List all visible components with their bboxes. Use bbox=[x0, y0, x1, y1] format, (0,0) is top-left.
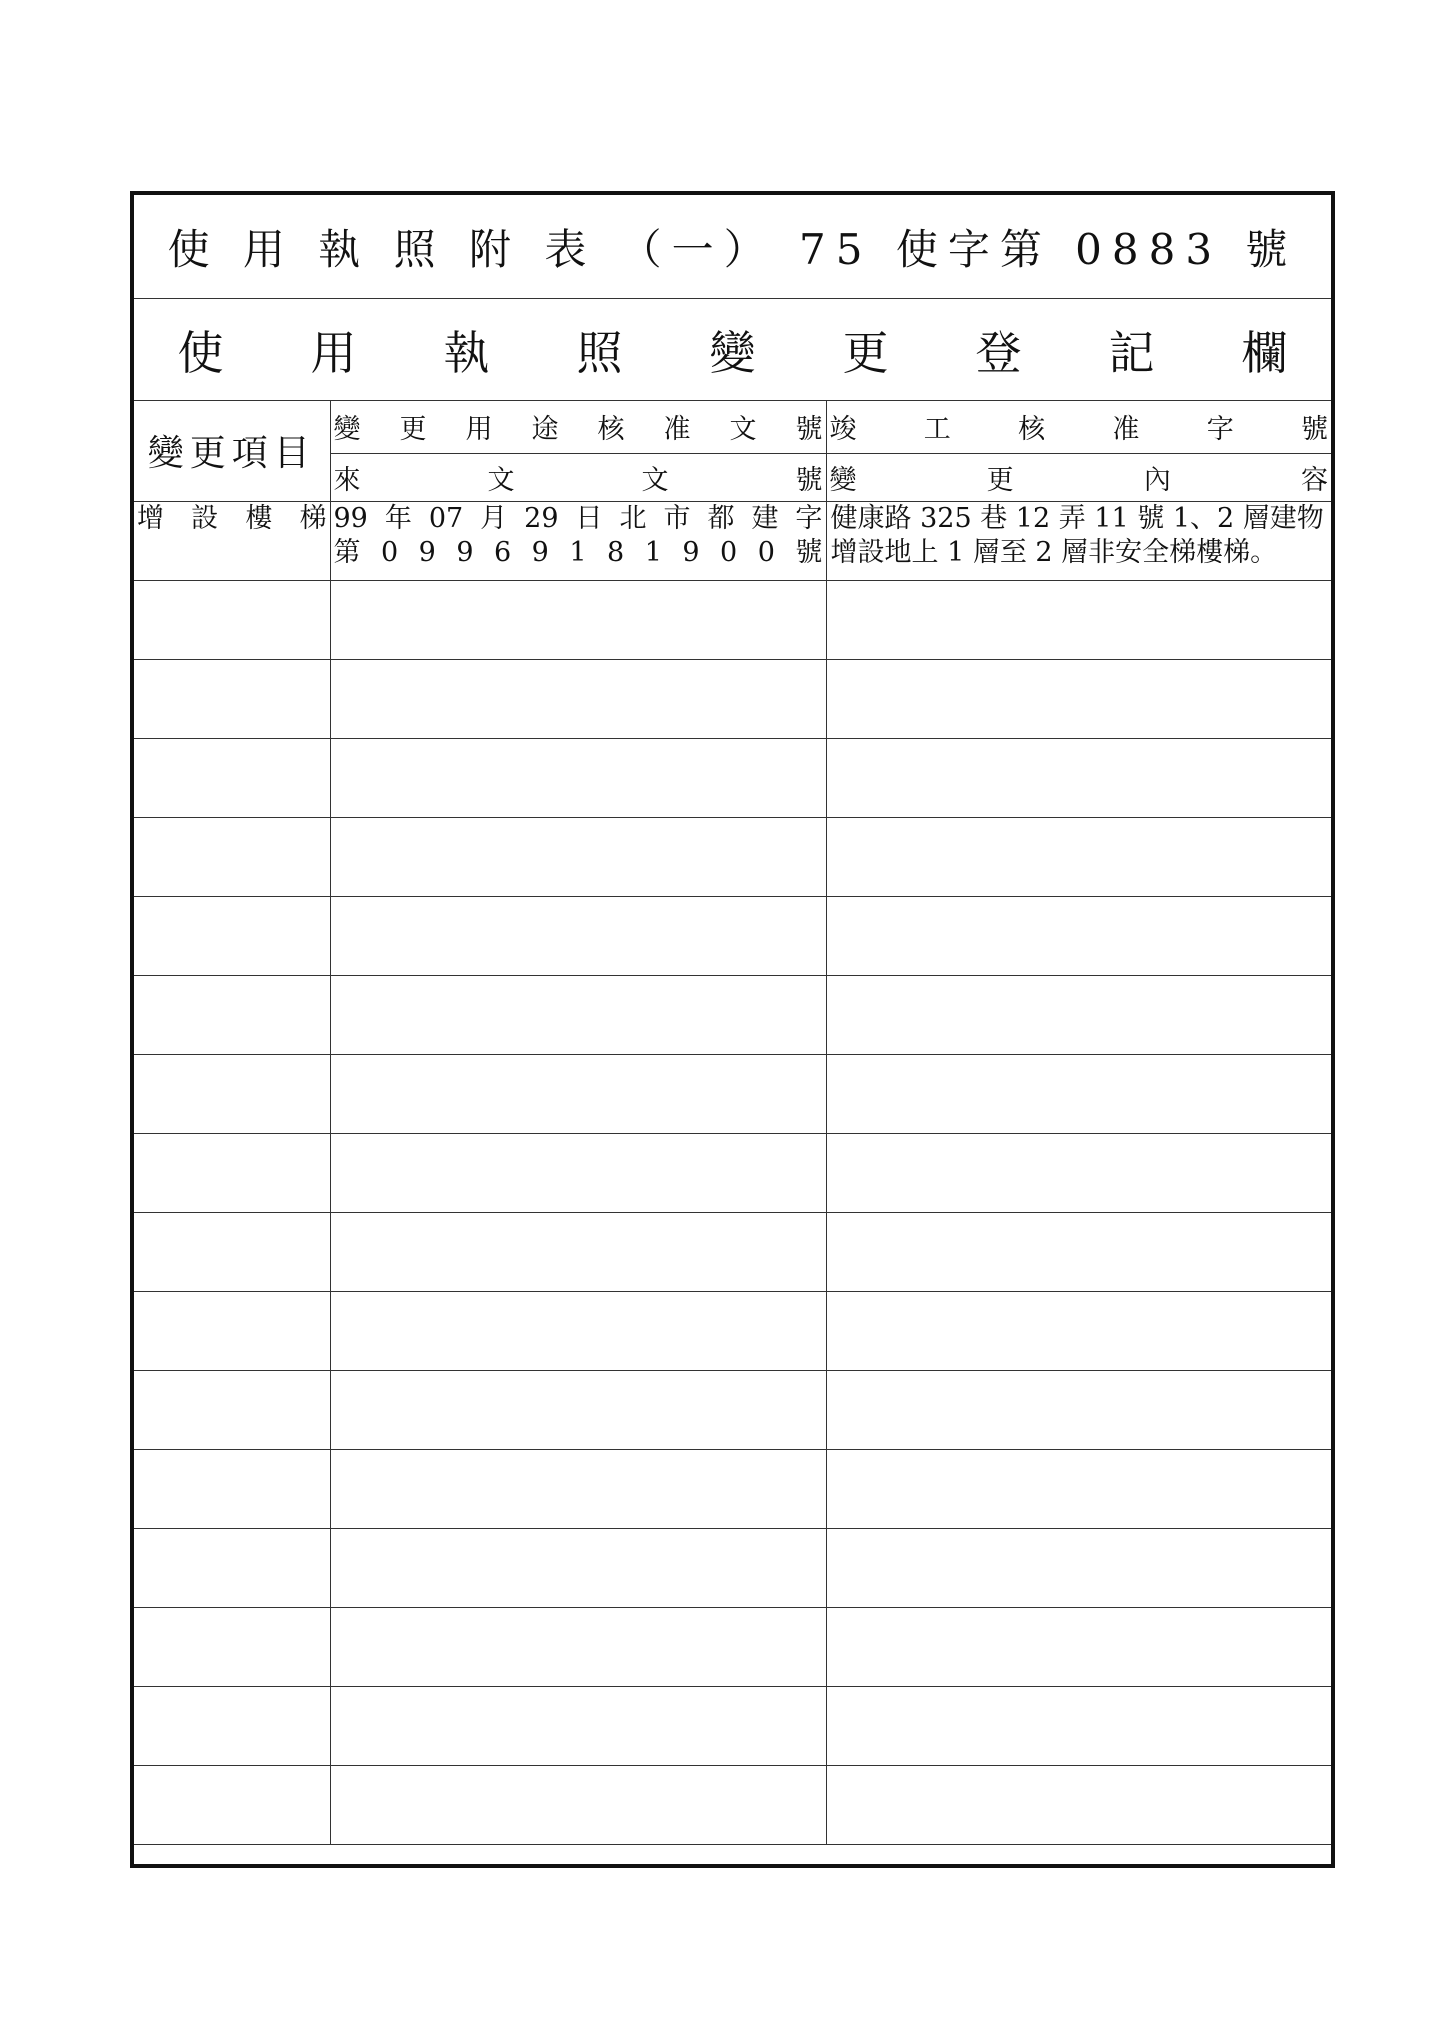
subtitle-char: 欄 bbox=[1241, 325, 1288, 380]
header-char: 途 bbox=[531, 414, 559, 446]
empty-row bbox=[134, 817, 1331, 896]
empty-cell bbox=[826, 1528, 1331, 1607]
empty-cell bbox=[134, 1291, 330, 1370]
entry-doc-char: 9 bbox=[418, 536, 436, 568]
subtitle-char: 更 bbox=[842, 325, 889, 380]
entry-doc-char: 1 bbox=[644, 536, 662, 568]
entry-doc-char: 月 bbox=[480, 502, 508, 534]
empty-cell bbox=[330, 1449, 826, 1528]
empty-row bbox=[134, 1449, 1331, 1528]
header-completion bbox=[826, 401, 1331, 453]
empty-row bbox=[134, 659, 1331, 738]
empty-cell bbox=[826, 1686, 1331, 1765]
content-line: 健康路 325 巷 12 弄 11 號 1、2 層建物 bbox=[830, 502, 1324, 534]
header-char: 核 bbox=[597, 414, 625, 446]
empty-cell bbox=[330, 975, 826, 1054]
entry-doc-char: 號 bbox=[795, 536, 823, 568]
empty-cell bbox=[330, 1133, 826, 1212]
entry-doc-char: 99 bbox=[333, 502, 368, 534]
empty-cell bbox=[134, 1133, 330, 1212]
header-char: 用 bbox=[465, 414, 493, 446]
entry-item-char: 梯 bbox=[299, 502, 327, 534]
empty-row bbox=[134, 738, 1331, 817]
empty-cell bbox=[826, 1054, 1331, 1133]
entry-doc-char: 1 bbox=[569, 536, 587, 568]
empty-cell bbox=[134, 1686, 330, 1765]
header-item: 變更項目 bbox=[134, 401, 330, 501]
subtitle-char: 登 bbox=[975, 325, 1022, 380]
entry-item-char: 樓 bbox=[245, 502, 273, 534]
empty-cell bbox=[330, 1370, 826, 1449]
empty-cell bbox=[826, 1133, 1331, 1212]
empty-cell bbox=[134, 1054, 330, 1133]
form-title: 使 用 執 照 附 表 （一） 75 使字第 0883 號 bbox=[134, 195, 1331, 299]
empty-cell bbox=[826, 1765, 1331, 1844]
empty-cell bbox=[134, 659, 330, 738]
entry-doc-char: 0 bbox=[757, 536, 775, 568]
header-approval-doc bbox=[330, 401, 826, 453]
header-incoming-doc bbox=[330, 453, 826, 501]
form-subtitle bbox=[134, 299, 1331, 401]
entry-row bbox=[134, 501, 1331, 580]
empty-row bbox=[134, 580, 1331, 659]
empty-cell bbox=[826, 896, 1331, 975]
header-row-1 bbox=[134, 401, 1331, 453]
subtitle-char: 使 bbox=[177, 325, 224, 380]
empty-cell bbox=[330, 817, 826, 896]
empty-cell bbox=[330, 1765, 826, 1844]
empty-cell bbox=[330, 1291, 826, 1370]
entry-doc-char: 9 bbox=[682, 536, 700, 568]
header-char: 變 bbox=[829, 464, 857, 496]
subtitle-char: 記 bbox=[1108, 325, 1155, 380]
entry-doc-char: 都 bbox=[707, 502, 735, 534]
header-char: 工 bbox=[923, 414, 951, 446]
entry-doc-char: 字 bbox=[795, 502, 823, 534]
empty-cell bbox=[330, 659, 826, 738]
header-char: 文 bbox=[729, 414, 757, 446]
entry-item bbox=[134, 501, 330, 580]
entry-doc-char: 9 bbox=[531, 536, 549, 568]
empty-cell bbox=[826, 1607, 1331, 1686]
header-char: 竣 bbox=[829, 414, 857, 446]
entry-doc-char: 0 bbox=[720, 536, 738, 568]
empty-row bbox=[134, 1607, 1331, 1686]
empty-cell bbox=[826, 738, 1331, 817]
permit-form bbox=[130, 191, 1335, 1868]
entry-doc-char: 07 bbox=[428, 502, 464, 534]
content-line: 增設地上 1 層至 2 層非安全梯樓梯。 bbox=[830, 536, 1278, 568]
empty-row bbox=[134, 1686, 1331, 1765]
empty-row bbox=[134, 1291, 1331, 1370]
entry-doc-char: 6 bbox=[494, 536, 512, 568]
header-char: 准 bbox=[663, 414, 691, 446]
empty-cell bbox=[134, 580, 330, 659]
empty-cell bbox=[134, 1212, 330, 1291]
subtitle-char: 用 bbox=[310, 325, 357, 380]
empty-cell bbox=[330, 1054, 826, 1133]
entry-item-char: 增 bbox=[137, 502, 164, 534]
header-char: 文 bbox=[487, 464, 515, 496]
empty-cell bbox=[826, 975, 1331, 1054]
empty-cell bbox=[134, 896, 330, 975]
subtitle-char: 變 bbox=[709, 325, 756, 380]
empty-row bbox=[134, 1528, 1331, 1607]
empty-row bbox=[134, 896, 1331, 975]
empty-cell bbox=[826, 580, 1331, 659]
empty-cell bbox=[330, 896, 826, 975]
change-register-table bbox=[134, 401, 1331, 1845]
entry-doc-char: 北 bbox=[619, 502, 647, 534]
empty-cell bbox=[330, 1607, 826, 1686]
header-char: 容 bbox=[1300, 464, 1328, 496]
empty-cell bbox=[826, 1370, 1331, 1449]
empty-cell bbox=[134, 1607, 330, 1686]
header-char: 核 bbox=[1018, 414, 1046, 446]
entry-document-number bbox=[330, 501, 826, 580]
empty-row bbox=[134, 1054, 1331, 1133]
entry-doc-char: 日 bbox=[575, 502, 603, 534]
empty-cell bbox=[826, 1291, 1331, 1370]
empty-cell bbox=[134, 1528, 330, 1607]
empty-row bbox=[134, 1133, 1331, 1212]
empty-cell bbox=[134, 1449, 330, 1528]
header-char: 號 bbox=[1300, 414, 1328, 446]
subtitle-char: 照 bbox=[576, 325, 623, 380]
header-char: 變 bbox=[333, 414, 361, 446]
subtitle-char: 執 bbox=[443, 325, 490, 380]
empty-cell bbox=[330, 1212, 826, 1291]
empty-cell bbox=[826, 1212, 1331, 1291]
empty-cell bbox=[134, 975, 330, 1054]
empty-row bbox=[134, 975, 1331, 1054]
header-content bbox=[826, 453, 1331, 501]
empty-cell bbox=[330, 738, 826, 817]
empty-row bbox=[134, 1212, 1331, 1291]
header-char: 內 bbox=[1143, 464, 1171, 496]
entry-doc-char: 建 bbox=[751, 502, 779, 534]
empty-row bbox=[134, 1370, 1331, 1449]
entry-doc-char: 第 bbox=[333, 536, 361, 568]
entry-doc-char: 9 bbox=[456, 536, 474, 568]
empty-cell bbox=[134, 817, 330, 896]
header-char: 更 bbox=[986, 464, 1014, 496]
header-char: 字 bbox=[1206, 414, 1234, 446]
empty-cell bbox=[826, 659, 1331, 738]
header-char: 更 bbox=[399, 414, 427, 446]
empty-cell bbox=[826, 817, 1331, 896]
empty-cell bbox=[330, 1528, 826, 1607]
empty-cell bbox=[134, 1765, 330, 1844]
entry-doc-char: 市 bbox=[663, 502, 691, 534]
entry-doc-char: 0 bbox=[380, 536, 399, 568]
header-char: 來 bbox=[333, 464, 361, 496]
empty-cell bbox=[826, 1449, 1331, 1528]
empty-cell bbox=[330, 580, 826, 659]
header-char: 號 bbox=[795, 414, 823, 446]
empty-row bbox=[134, 1765, 1331, 1844]
entry-change-content bbox=[826, 501, 1331, 580]
entry-doc-char: 29 bbox=[524, 502, 559, 534]
header-char: 准 bbox=[1112, 414, 1140, 446]
empty-cell bbox=[134, 738, 330, 817]
header-char: 號 bbox=[795, 464, 823, 496]
entry-doc-char: 年 bbox=[384, 502, 412, 534]
header-char: 文 bbox=[641, 464, 669, 496]
entry-doc-char: 8 bbox=[607, 536, 625, 568]
entry-item-char: 設 bbox=[191, 502, 219, 534]
empty-cell bbox=[330, 1686, 826, 1765]
empty-cell bbox=[134, 1370, 330, 1449]
